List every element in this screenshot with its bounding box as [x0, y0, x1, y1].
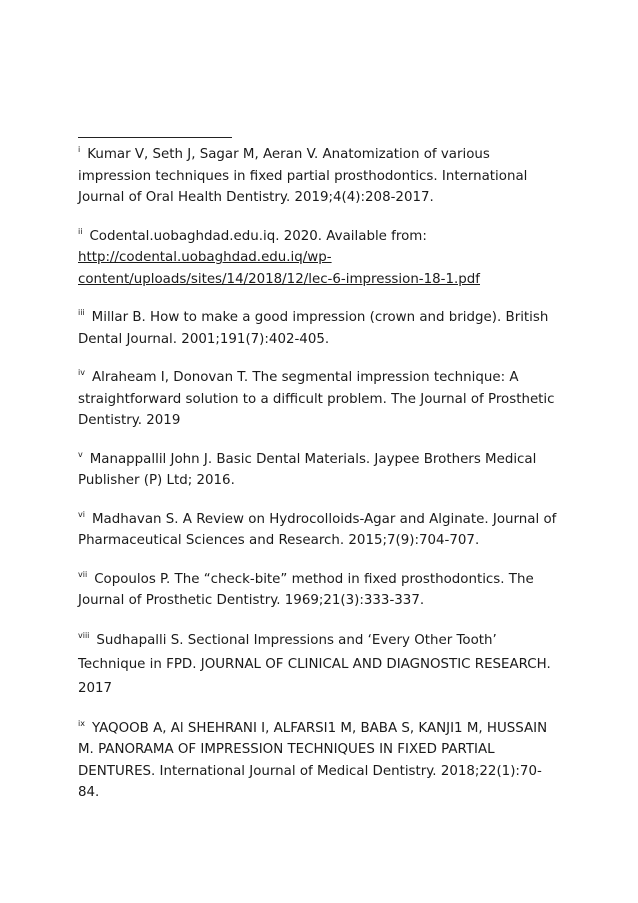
footnote-4 [78, 367, 563, 432]
footnote-text: Codental.uobaghdad.edu.iq. 2020. Available from: [89, 228, 427, 244]
footnotes-list [78, 144, 563, 821]
footnote-marker: vi [78, 509, 85, 519]
footnote-6 [78, 509, 563, 552]
footnote-link[interactable]: http://codental.uobaghdad.edu.iq/wp- [78, 250, 332, 265]
footnote-text: Manappallil John J. Basic Dental Materials. Jaypee Brothers Medical Publisher (P) Ltd; 2016. [78, 451, 537, 488]
footnote-link-continued[interactable]: content/uploads/sites/14/2018/12/lec-6-impression-18-1.pdf [78, 271, 480, 287]
footnote-separator [78, 137, 232, 138]
footnote-marker: i [78, 145, 81, 154]
footnote-8 [78, 629, 563, 701]
footnote-marker: viii [78, 630, 90, 640]
footnote-5 [78, 449, 563, 492]
footnote-marker: ix [78, 718, 85, 728]
footnote-marker: v [78, 449, 83, 459]
footnote-text: Madhavan S. A Review on Hydrocolloids-Agar and Alginate. Journal of Pharmaceutical Sciences and Research. 2015;7(9):704-707. [78, 511, 557, 548]
footnote-2 [78, 226, 563, 291]
footnote-marker: iii [78, 308, 85, 317]
footnote-7 [78, 569, 563, 612]
footnote-9 [78, 718, 563, 804]
footnote-text: Alraheam I, Donovan T. The segmental impression technique: A straightforward solution to a difficult problem. The Journal of Prosthetic Dentistry. 2019 [78, 370, 555, 428]
footnote-text: Sudhapalli S. Sectional Impressions and ‘Every Other Tooth’ Technique in FPD. JOURNAL OF CLINICAL AND DIAGNOSTIC RESEARCH. 2017 [78, 632, 551, 696]
footnote-marker: ii [78, 226, 83, 236]
footnote-marker: iv [78, 368, 85, 377]
footnote-text: Kumar V, Seth J, Sagar M, Aeran V. Anatomization of various impression techniques in fixed partial prosthodontics. International Journal of Oral Health Dentistry. 2019;4(4):208-2017. [78, 147, 528, 205]
footnote-marker: vii [78, 569, 88, 579]
footnote-1 [78, 144, 563, 209]
footnote-text: Millar B. How to make a good impression (crown and bridge). British Dental Journal. 2001;191(7):402-405. [78, 310, 549, 347]
footnote-3 [78, 307, 563, 350]
footnote-text: Copoulos P. The “check-bite” method in fixed prosthodontics. The Journal of Prosthetic Dentistry. 1969;21(3):333-337. [78, 571, 534, 608]
footnote-text: YAQOOB A, Al SHEHRANI I, ALFARSI1 M, BABA S, KANJI1 M, HUSSAIN M. PANORAMA OF IMPRESSION TECHNIQUES IN FIXED PARTIAL DENTURES. International Journal of Medical Dentistry. 2018;22(1):70-84. [78, 720, 548, 800]
